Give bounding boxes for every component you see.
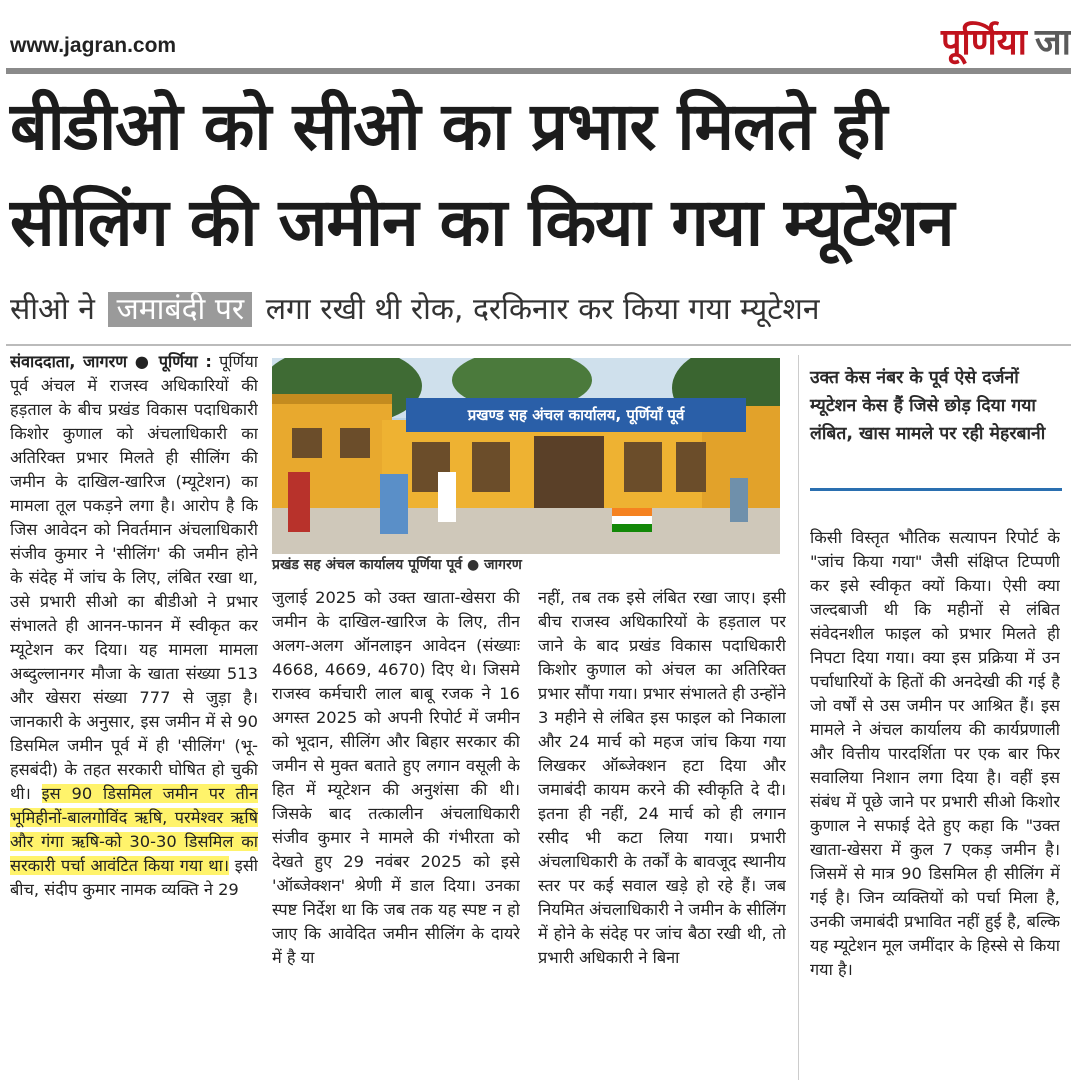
location-name: पूर्णिया <box>940 22 1027 63</box>
brand-partial: जा <box>1034 22 1071 63</box>
article-column-3: नहीं, तब तक इसे लंबित रखा जाए। इसी बीच राजस्व अधिकारियों के हड़ताल पर जाने के बाद प्रखंड विकास पदाधिकारी किशोर कुणाल को अंचल का अतिरिक्त प्रभार सौंपा गया। प्रभार संभालते ही उन्होंने 3 महीने से लंबित इस फाइल को निकाला और 24 मार्च को महज जांच किया गया लिखकर ऑब्जेक्शन हटा दिया और जमाबंदी कायम करने की स्वीकृति दे दी। इतना ही नहीं, 24 मार्च को ही लगान रसीद भी कटा लिया गया। प्रभारी अंचलाधिकारी के तर्कों के बावजूद स्थानीय स्तर पर कई सवाल खड़े हो रहे हैं। जब नियमित अंचलाधिकारी ने जमीन के सीलिंग में होने के संदेह पर जांच बैठा रखी थी, तो प्रभारी अधिकारी ने बिना <box>538 588 786 967</box>
subhead-after: लगा रखी थी रोक, दरकिनार कर किया गया म्यूटेशन <box>265 292 820 327</box>
photo-caption: प्रखंड सह अंचल कार्यालय पूर्णिया पूर्व ● जागरण <box>272 557 522 573</box>
byline: संवाददाता, जागरण ● पूर्णिया : <box>10 352 212 371</box>
highlighted-passage: इस 90 डिसमिल जमीन पर तीन भूमिहीनों-बालगोविंद ऋषि, परमेश्वर ऋषि और गंगा ऋषि-को 30-30 डिसमिल का सरकारी पर्चा आवंटित किया गया था। <box>10 784 258 875</box>
subhead-highlight: जमाबंदी पर <box>108 292 252 327</box>
col1-text-b: इसी बीच, संदीप कुमार नामक व्यक्ति ने 29 <box>10 856 258 899</box>
subheadline <box>10 290 819 330</box>
office-photo <box>272 358 780 554</box>
office-photo-illustration <box>272 358 780 554</box>
pull-quote: उक्त केस नंबर के पूर्व ऐसे दर्जनों म्यूटेशन केस हैं जिसे छोड़ दिया गया लंबित, खास मामले पर रही मेहरबानी <box>810 368 1046 444</box>
pull-quote-rule <box>810 488 1062 491</box>
article-column-2: जुलाई 2025 को उक्त खाता-खेसरा की जमीन के दाखिल-खारिज के लिए, तीन अलग-अलग ऑनलाइन आवेदन (संख्याः 4668, 4669, 4670) दिए थे। जिसमे राजस्व कर्मचारी लाल बाबू रजक ने 16 अगस्त 2025 को अपनी रिपोर्ट में जमीन को भूदान, सीलिंग और बिहार सरकार की जमीन से मुक्त बताते हुए लगान वसूली के हित में म्यूटेशन की अनुशंसा की थी। जिसके बाद तत्कालीन अंचलाधिकारी संजीव कुमार ने मामले की गंभीरता को देखते हुए 29 नवंबर 2025 को इसे 'ऑब्जेक्शन' श्रेणी में डाल दिया। उनका स्पष्ट निर्देश था कि जब तक यह स्पष्ट न हो जाए कि आवेदित जमीन सीलिंग के दायरे में है या <box>272 588 520 967</box>
col1-text-a: पूर्णिया पूर्व अंचल में राजस्व अधिकारियों की हड़ताल के बीच प्रखंड विकास पदाधिकारी किशोर कुणाल को अंचलाधिकारी का अतिरिक्त प्रभार मिलते ही सीलिंग की जमीन के दाखिल-खारिज (म्यूटेशन) का मामला तूल पकड़ने लगा है। आरोप है कि जिस आवेदन को निवर्तमान अंचलाधिकारी संजीव कुमार ने 'सीलिंग' की जमीन होने के संदेह में जांच के लिए, लंबित रखा था, उसे प्रभारी सीओ का बीडीओ ने प्रभार संभालते ही आनन-फानन में स्वीकृत कर म्यूटेशन कर दिया। यह मामला मामला अब्दुल्लानगर मौजा के खाता संख्या 513 और खेसरा संख्या 777 से जुड़ा है। जानकारी के अनुसार, इस जमीन में से 90 डिसमिल जमीन पूर्व में ही 'सीलिंग' (भू-हसबंदी) के तहत सरकारी घोषित हो चुकी थी। <box>10 352 258 803</box>
article-column-4: किसी विस्तृत भौतिक सत्यापन रिपोर्ट के "जांच किया गया" जैसी संक्षिप्त टिप्पणी कर इसे स्वीकृत क्यों किया। ऐसी क्या जल्दबाजी थी कि महीनों से लंबित संवेदनशील फाइल को प्रभार मिलते ही निपटा दिया गया। क्या इस प्रक्रिया में उन पर्चाधारियों के हितों की अनदेखी की गई है जो वर्षों से उस जमीन पर आश्रित हैं। इस मामले ने अंचल कार्यालय की कार्यप्रणाली और वित्तीय पारदर्शिता पर एक बार फिर सवालिया निशान लगा दिया है। वहीं इस संबंध में पूछे जाने पर प्रभारी सीओ किशोर कुणाल ने सफाई देते हुए कहा कि "उक्त खाता-खेसरा में कुल 7 एकड़ जमीन है।जिसमें से मात्र 90 डिसमिल ही सीलिंग में गई है। जिन व्यक्तियों को पर्चा मिला है, उनकी जमाबंदी प्रभावित नहीं हुई है, बल्कि यह म्यूटेशन मूल जमींदार के हिस्से से किया गया है। <box>810 528 1060 979</box>
subhead-before: सीओ ने <box>10 292 95 327</box>
office-sign-text: प्रखण्ड सह अंचल कार्यालय, पूर्णियाँ पूर्व <box>467 406 685 424</box>
article-column-1 <box>10 350 258 1080</box>
subhead-rule <box>6 344 1071 346</box>
edition-location <box>941 16 1071 65</box>
column-divider <box>798 355 799 1080</box>
site-url: www.jagran.com <box>10 34 177 57</box>
headline-line-2: सीलिंग की जमीन का किया गया म्यूटेशन <box>10 184 954 261</box>
masthead-rule <box>6 68 1071 74</box>
headline-line-1: बीडीओ को सीओ का प्रभार मिलते ही <box>10 88 887 165</box>
